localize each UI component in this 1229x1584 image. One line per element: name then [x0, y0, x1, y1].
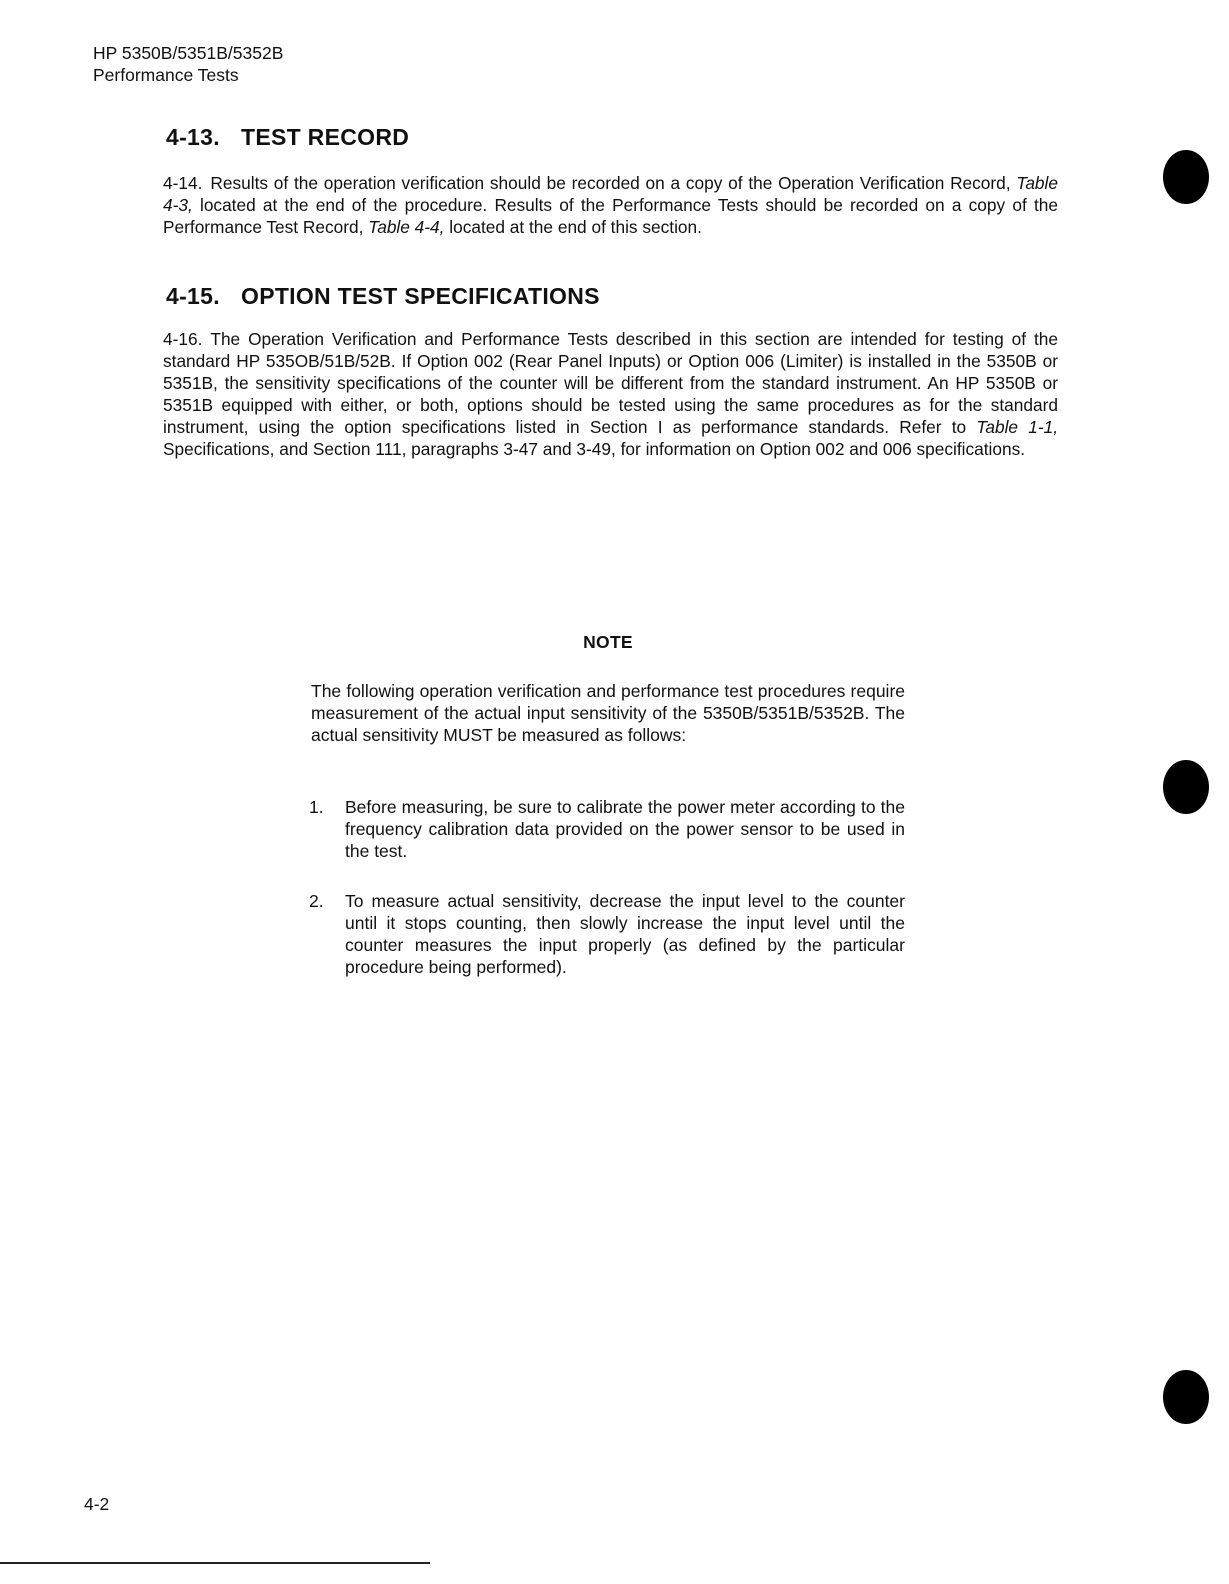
bottom-rule: [0, 1562, 430, 1564]
section-heading-option-test-specifications: [166, 283, 600, 310]
note-intro: The following operation verification and performance test procedures require measurement of the actual input sensitivity of the 5350B/5351B/5352B. The actual sensitivity MUST be measured as follows:: [311, 681, 905, 745]
table-reference: Table 4-3,: [163, 173, 1058, 215]
note-item-number: 2.: [309, 891, 324, 911]
paragraph-text: located at the end of the procedure. Results of the Performance Tests should be recorded on a copy of the Performance Test Record,: [163, 195, 1058, 237]
section-title: TEST RECORD: [241, 124, 410, 150]
page-number: 4-2: [84, 1494, 110, 1514]
table-reference: Table 1-1,: [976, 417, 1058, 437]
note-item-text: Before measuring, be sure to calibrate the power meter according to the frequency calibration data provided on the power sensor to be used in the test.: [345, 797, 905, 861]
paragraph-4-14: [163, 172, 1058, 238]
section-title: OPTION TEST SPECIFICATIONS: [241, 283, 600, 309]
margin-dot-icon: [1163, 760, 1209, 814]
paragraph-4-16: [163, 328, 1058, 460]
margin-dot-icon: [1163, 1370, 1209, 1424]
note-item-text: To measure actual sensitivity, decrease the input level to the counter until it stops counting, then slowly increase the input level until the counter measures the input properly (as defined by the particular procedure being performed).: [345, 891, 905, 977]
note-title: NOTE: [583, 632, 633, 652]
section-number: 4-15.: [166, 283, 220, 309]
paragraph-number: 4-14.: [163, 173, 203, 193]
section-number: 4-13.: [166, 124, 220, 150]
running-header: [93, 42, 283, 86]
paragraph-text: Specifications, and Section 111, paragraphs 3-47 and 3-49, for information on Option 002 and 006 specifications.: [163, 439, 1026, 459]
paragraph-text: located at the end of this section.: [444, 217, 702, 237]
paragraph-text: Results of the operation verification should be recorded on a copy of the Operation Verification Record,: [210, 173, 1017, 193]
manual-model-line: HP 5350B/5351B/5352B: [93, 43, 284, 63]
table-reference: Table 4-4,: [368, 217, 445, 237]
section-heading-test-record: [166, 124, 409, 151]
note-item-number: 1.: [309, 797, 324, 817]
margin-dot-icon: [1163, 150, 1209, 204]
paragraph-text: The Operation Verification and Performance Tests described in this section are intended for testing of the standard HP 535OB/51B/52B. If Option 002 (Rear Panel Inputs) or Option 006 (Limiter) is installed in the 5350B or 5351B, the sensitivity specifications of the counter will be different from the standard instrument. An HP 5350B or 5351B equipped with either, or both, options should be tested using the same procedures as for the standard instrument, using the option specifications listed in Section I as performance standards. Refer to: [163, 329, 1058, 437]
manual-section-line: Performance Tests: [93, 65, 239, 85]
paragraph-number: 4-16.: [163, 329, 203, 349]
